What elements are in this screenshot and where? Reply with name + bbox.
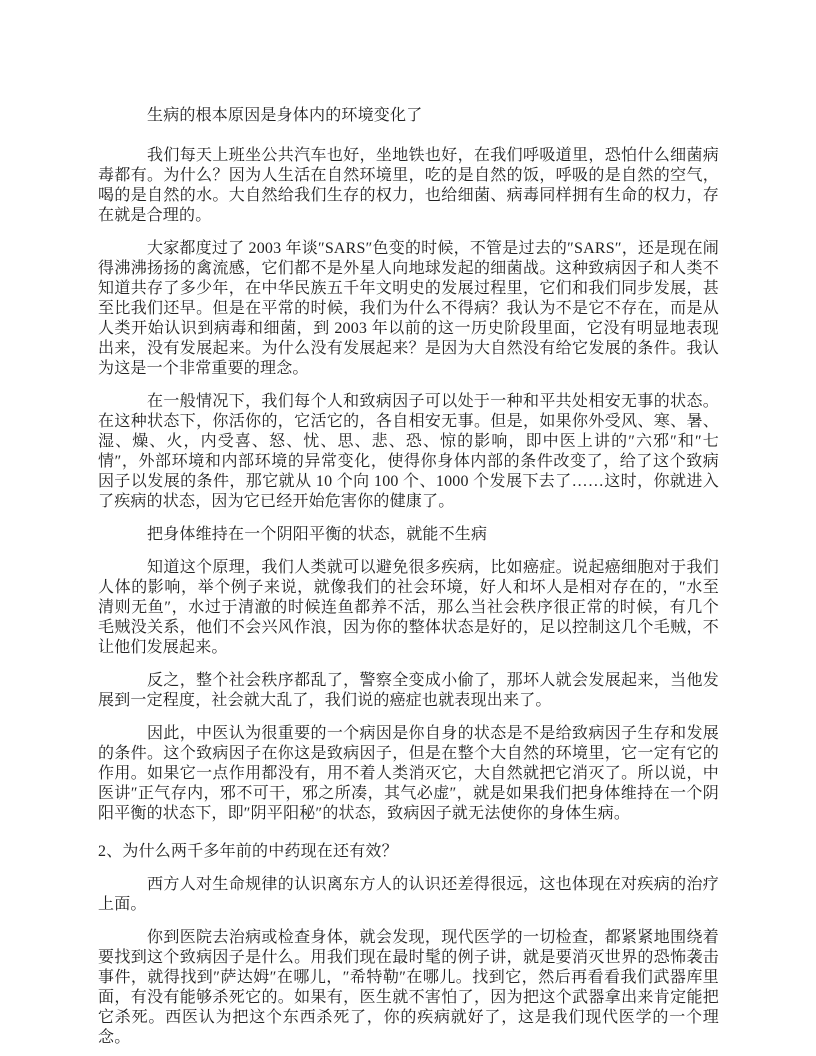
paragraph-modern-medicine-weapon: 你到医院去治病或检查身体，就会发现，现代医学的一切检查，都紧紧地围绕着要找到这个致病因子是什么。用我们现在最时髦的例子讲，就是要消灭世界的恐怖袭击事件，就得找到″萨达姆″在哪儿，″希特勒″在哪儿。找到它，然后再看看我们武器库里面，有没有能够杀死它的。如果有，医生就不害怕了，因为把这个武器拿出来肯定能把它杀死。西医认为把这个东西杀死了，你的疾病就好了，这是我们现代医学的一个理念。 — [98, 929, 719, 1046]
paragraph-west-vs-east-understanding: 西方人对生命规律的认识离东方人的认识还差得很远，这也体现在对疾病的治疗上面。 — [98, 876, 719, 913]
subheading-yin-yang-balance: 把身体维持在一个阴阳平衡的状态，就能不生病 — [147, 526, 488, 543]
paragraph-tcm-pathogen-conditions: 因此，中医认为很重要的一个病因是你自身的状态是不是给致病因子生存和发展的条件。这个致病因子在你这是致病因子，但是在整个大自然的环境里，它一定有它的作用。如果它一点作用都没有，用不着人类消灭它，大自然就把它消灭了。所以说，中医讲″正气存内，邪不可干，邪之所凑，其气必虚″，就是如果我们把身体维持在一个阴阳平衡的状态下，即″阴平阳秘″的状态，致病因子就无法使你的身体生病。 — [98, 725, 719, 822]
subheading-root-cause-of-illness: 生病的根本原因是身体内的环境变化了 — [147, 107, 423, 124]
section-heading-2-chinese-medicine: 2、为什么两千多年前的中药现在还有效？ — [98, 843, 398, 860]
paragraph-sars-bird-flu: 大家都度过了 2003 年谈″SARS″色变的时候，不管是过去的″SARS″，还是现在闹得沸沸扬扬的禽流感，它们都不是外星人向地球发起的细菌战。这种致病因子和人类不知道共存了多少年，在中华民族五千年文明史的发展过程里，它们和我们同步发展，甚至比我们还早。但是在平常的时候，我们为什么不得病？我认为不是它不存在，而是从人类开始认识到病毒和细菌，到 2003 年以前的这一历史阶段里面，它没有明显地表现出来，没有发展起来。为什么没有发展起来？是因为大自然没有给它发展的条件。我认为这是一个非常重要的理念。 — [98, 240, 719, 377]
paragraph-social-disorder: 反之，整个社会秩序都乱了，警察全变成小偷了，那坏人就会发展起来，当他发展到一定程度，社会就大乱了，我们说的癌症也就表现出来了。 — [98, 672, 719, 709]
document-text-area — [98, 106, 719, 1048]
paragraph-cancer-society-analogy: 知道这个原理，我们人类就可以避免很多疾病，比如癌症。说起癌细胞对于我们人体的影响，举个例子来说，就像我们的社会环境，好人和坏人是相对存在的，″水至清则无鱼″，水过于清澈的时候连鱼都养不活，那么当社会秩序很正常的时候，有几个毛贼没关系，他们不会兴风作浪，因为你的整体状态是好的，足以控制这几个毛贼，不让他们发展起来。 — [98, 559, 719, 656]
paragraph-bus-subway-germs: 我们每天上班坐公共汽车也好，坐地铁也好，在我们呼吸道里，恐怕什么细菌病毒都有。为什么？因为人生活在自然环境里，吃的是自然的饭，呼吸的是自然的空气，喝的是自然的水。大自然给我们生存的权力，也给细菌、病毒同样拥有生命的权力，存在就是合理的。 — [98, 147, 719, 224]
paragraph-peaceful-coexistence: 在一般情况下，我们每个人和致病因子可以处于一种和平共处相安无事的状态。在这种状态下，你活你的，它活它的，各自相安无事。但是，如果你外受风、寒、暑、湿、燥、火，内受喜、怒、忧、思、悲、恐、惊的影响，即中医上讲的″六邪″和″七情″，外部环境和内部环境的异常变化，使得你身体内部的条件改变了，给了这个致病因子以发展的条件，那它就从 10 个向 100 个、1000 个发展下去了……这时，你就进入了疾病的状态，因为它已经开始危害你的健康了。 — [98, 393, 719, 510]
